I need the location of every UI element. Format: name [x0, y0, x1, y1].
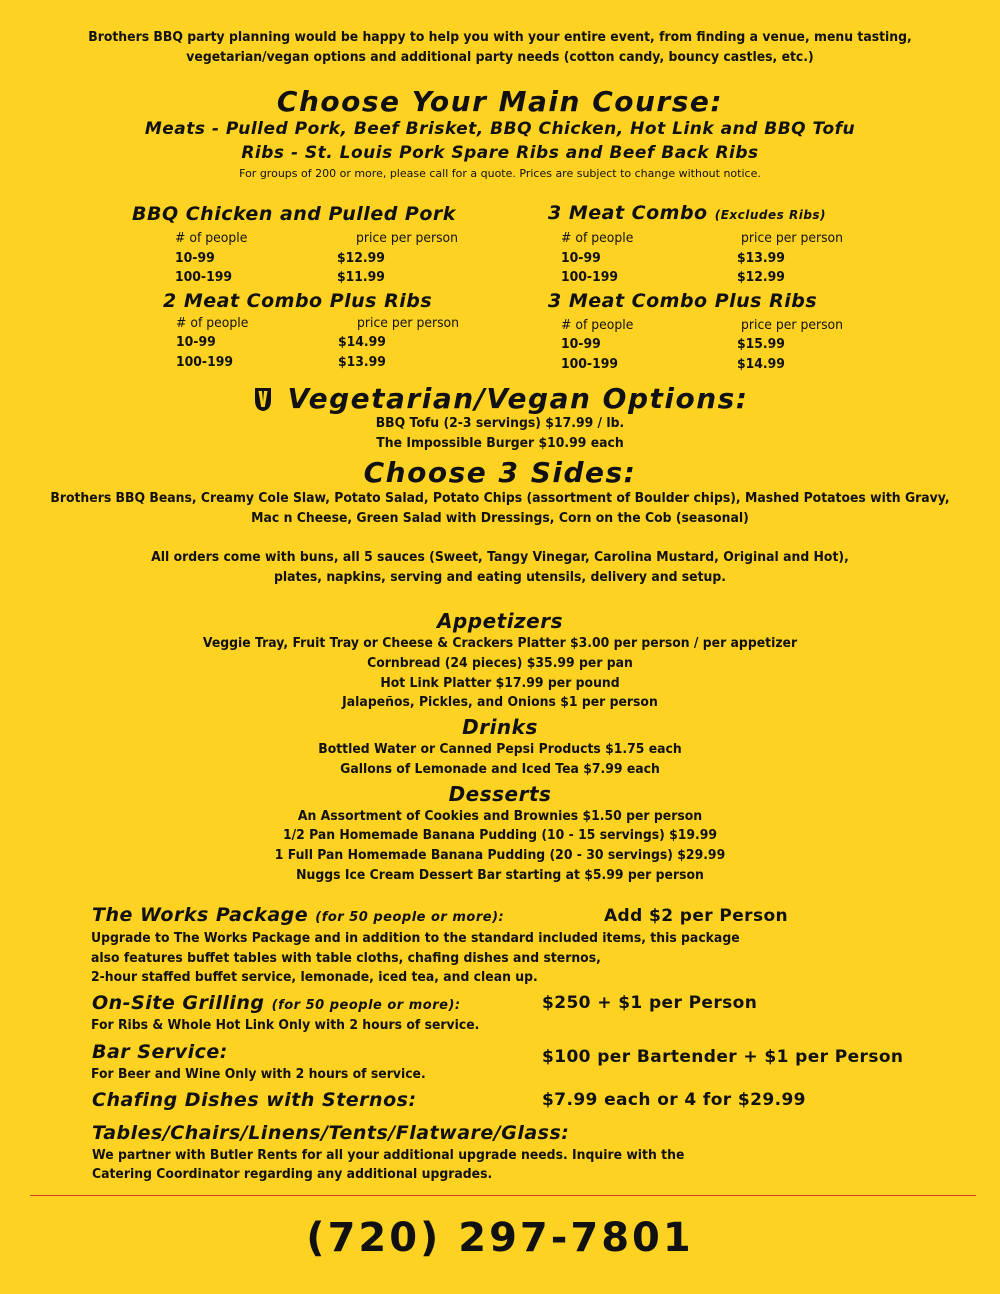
works-package-title: The Works Package: [92, 904, 309, 926]
works-package-price: Add $2 per Person: [604, 906, 789, 926]
bar-service-title: Bar Service:: [92, 1041, 228, 1063]
dessert-item-2: 1/2 Pan Homemade Banana Pudding (10 - 15 servings) $19.99: [282, 827, 718, 843]
drink-item-2: Gallons of Lemonade and Iced Tea $7.99 each: [340, 761, 660, 777]
appetizer-item-3: Hot Link Platter $17.99 per pound: [380, 675, 620, 691]
package-2-row-2-people: 100-199: [561, 269, 619, 285]
quote-note: For groups of 200 or more, please call for a quote. Prices are subject to change without notice.: [239, 167, 761, 180]
works-line-3: 2-hour staffed buffet service, lemonade, iced tea, and clean up.: [91, 969, 538, 985]
phone-number[interactable]: (720) 297-7801: [306, 1215, 694, 1261]
rentals-title: Tables/Chairs/Linens/Tents/Flatware/Glass:: [92, 1122, 570, 1144]
grilling-qualifier: (for 50 people or more):: [271, 998, 461, 1013]
package-2-row-2-price: $12.99: [737, 269, 785, 285]
vegetarian-item-2: The Impossible Burger $10.99 each: [376, 435, 624, 451]
main-course-title: Choose Your Main Course:: [276, 85, 724, 118]
package-title-3-meat: [548, 201, 826, 227]
package-4-row-1-price: $15.99: [737, 336, 785, 352]
vegan-v-icon: [252, 386, 274, 412]
appetizers-title: Appetizers: [436, 609, 564, 633]
works-package-qualifier: (for 50 people or more):: [315, 910, 505, 925]
package-title-chicken-pork: BBQ Chicken and Pulled Pork: [132, 203, 456, 225]
package-title-3-meat-ribs: 3 Meat Combo Plus Ribs: [548, 290, 818, 312]
package-1-row-2-people: 100-199: [175, 269, 233, 285]
included-line-2: plates, napkins, serving and eating utensils, delivery and setup.: [273, 569, 727, 585]
package-1-row-1-price: $12.99: [337, 250, 385, 266]
drinks-title: Drinks: [462, 715, 538, 739]
package-1-col-people: # of people: [175, 230, 248, 246]
sides-line-1: Brothers BBQ Beans, Creamy Cole Slaw, Potato Salad, Potato Chips (assortment of Boulder chips), Mashed Potatoes with Gravy,: [50, 490, 950, 506]
footer-divider: [30, 1195, 976, 1196]
dessert-item-4: Nuggs Ice Cream Dessert Bar starting at $5.99 per person: [296, 867, 704, 883]
package-4-row-2-people: 100-199: [561, 356, 619, 372]
vegetarian-title-text: Vegetarian/Vegan Options:: [287, 382, 749, 415]
drink-item-1: Bottled Water or Canned Pepsi Products $1.75 each: [318, 741, 682, 757]
vegetarian-title: [0, 383, 1000, 415]
package-2-col-people: # of people: [561, 230, 634, 246]
package-2-row-1-people: 10-99: [561, 250, 601, 266]
package-3-meat-name: 3 Meat Combo: [548, 202, 708, 224]
package-3-row-2-price: $13.99: [338, 354, 386, 370]
included-line-1: All orders come with buns, all 5 sauces (Sweet, Tangy Vinegar, Carolina Mustard, Original and Hot),: [151, 549, 849, 565]
bar-service-line-1: For Beer and Wine Only with 2 hours of service.: [91, 1066, 426, 1082]
dessert-item-3: 1 Full Pan Homemade Banana Pudding (20 - 30 servings) $29.99: [274, 847, 726, 863]
package-title-2-meat-ribs: 2 Meat Combo Plus Ribs: [163, 290, 433, 312]
vegetarian-item-1: BBQ Tofu (2-3 servings) $17.99 / lb.: [375, 415, 625, 431]
dessert-item-1: An Assortment of Cookies and Brownies $1.50 per person: [297, 808, 703, 824]
package-3-row-1-price: $14.99: [338, 334, 386, 350]
sides-title: Choose 3 Sides:: [363, 456, 637, 489]
appetizer-item-2: Cornbread (24 pieces) $35.99 per pan: [367, 655, 633, 671]
grilling-line-1: For Ribs & Whole Hot Link Only with 2 hours of service.: [91, 1017, 480, 1033]
intro-line-2: vegetarian/vegan options and additional party needs (cotton candy, bouncy castles, etc.): [186, 49, 814, 65]
desserts-title: Desserts: [448, 782, 552, 806]
meats-line: Meats - Pulled Pork, Beef Brisket, BBQ Chicken, Hot Link and BBQ Tofu: [144, 119, 856, 139]
appetizer-item-4: Jalapeños, Pickles, and Onions $1 per person: [342, 694, 658, 710]
package-1-row-2-price: $11.99: [337, 269, 385, 285]
sides-line-2: Mac n Cheese, Green Salad with Dressings, Corn on the Cob (seasonal): [251, 510, 749, 526]
grilling-price: $250 + $1 per Person: [542, 993, 758, 1013]
package-3-col-price: price per person: [357, 315, 460, 331]
bar-service-price: $100 per Bartender + $1 per Person: [542, 1047, 904, 1067]
package-2-row-1-price: $13.99: [737, 250, 785, 266]
grilling-title: On-Site Grilling: [92, 992, 265, 1014]
appetizer-item-1: Veggie Tray, Fruit Tray or Cheese & Crackers Platter $3.00 per person / per appetizer: [202, 635, 798, 651]
package-3-row-2-people: 100-199: [176, 354, 234, 370]
grilling-heading: [92, 991, 461, 1018]
intro-line-1: Brothers BBQ party planning would be happy to help you with your entire event, from finding a venue, menu tasting,: [88, 29, 912, 45]
package-4-row-1-people: 10-99: [561, 336, 601, 352]
package-1-row-1-people: 10-99: [175, 250, 215, 266]
package-3-meat-qualifier: (Excludes Ribs): [714, 208, 827, 222]
package-3-col-people: # of people: [176, 315, 249, 331]
package-2-col-price: price per person: [741, 230, 844, 246]
rentals-line-1: We partner with Butler Rents for all your additional upgrade needs. Inquire with the: [92, 1147, 685, 1163]
chafing-price: $7.99 each or 4 for $29.99: [542, 1090, 806, 1110]
works-package-heading: [92, 903, 504, 930]
ribs-line: Ribs - St. Louis Pork Spare Ribs and Beef Back Ribs: [241, 143, 759, 163]
rentals-line-2: Catering Coordinator regarding any additional upgrades.: [92, 1166, 493, 1182]
package-3-row-1-people: 10-99: [176, 334, 216, 350]
package-4-row-2-price: $14.99: [737, 356, 785, 372]
package-1-col-price: price per person: [356, 230, 459, 246]
package-4-col-price: price per person: [741, 317, 844, 333]
chafing-title: Chafing Dishes with Sternos:: [92, 1089, 417, 1111]
works-line-1: Upgrade to The Works Package and in addition to the standard included items, this package: [91, 930, 740, 946]
package-4-col-people: # of people: [561, 317, 634, 333]
works-line-2: also features buffet tables with table cloths, chafing dishes and sternos,: [91, 950, 601, 966]
